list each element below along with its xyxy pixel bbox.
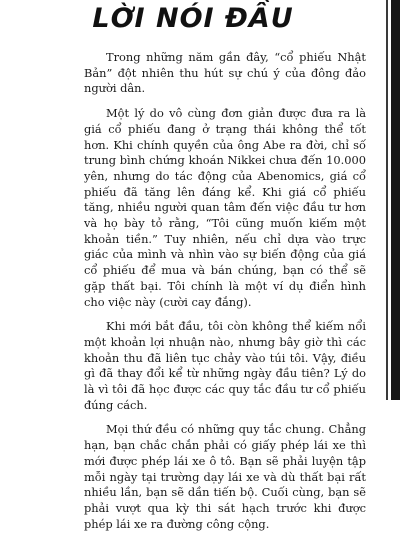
body-text — [84, 50, 366, 541]
chapter-heading: LỜI NÓI ĐẦU — [92, 3, 294, 34]
paragraph-3: Khi mới bắt đầu, tôi còn không thể kiếm nổi một khoản lợi nhuận nào, nhưng bây giờ thì các khoản thu đã liên tục chảy vào túi tôi. Vậy, điều gì đã thay đổi kể từ những ngày đầu tiên? Lý do là vì tôi đã học được các quy tắc đầu tư cổ phiếu đúng cách. — [84, 319, 366, 412]
page-border-outer — [391, 0, 400, 400]
page-border-inner — [386, 0, 388, 400]
page-border-gap — [388, 0, 391, 400]
paragraph-2: Một lý do vô cùng đơn giản được đưa ra là giá cổ phiếu đang ở trạng thái không thể tốt hơn. Khi chính quyền của ông Abe ra đời, chỉ số trung bình chứng khoán Nikkei chưa đến 10.000 yên, nhưng do tác động của Abenomics, giá cổ phiếu đã tăng lên đáng kể. Khi giá cổ phiếu tăng, nhiều người quan tâm đến việc đầu tư hơn và họ bày tỏ rằng, “Tôi cũng muốn kiếm một khoản tiền.” Tuy nhiên, nếu chỉ dựa vào trực giác của mình và nhìn vào sự biến động của giá cổ phiếu để mua và bán chúng, bạn có thể sẽ gặp thất bại. Tôi chính là một ví dụ điển hình cho việc này (cười cay đắng). — [84, 106, 366, 309]
paragraph-1: Trong những năm gần đây, “cổ phiếu Nhật Bản” đột nhiên thu hút sự chú ý của đông đảo người dân. — [84, 50, 366, 96]
paragraph-4: Mọi thứ đều có những quy tắc chung. Chẳng hạn, bạn chắc chắn phải có giấy phép lái xe thì mới được phép lái xe ô tô. Bạn sẽ phải luyện tập mỗi ngày tại trường dạy lái xe và dù thất bại rất nhiều lần, bạn sẽ dần tiến bộ. Cuối cùng, bạn sẽ phải vượt qua kỳ thi sát hạch trước khi được phép lái xe ra đường công cộng. — [84, 422, 366, 531]
